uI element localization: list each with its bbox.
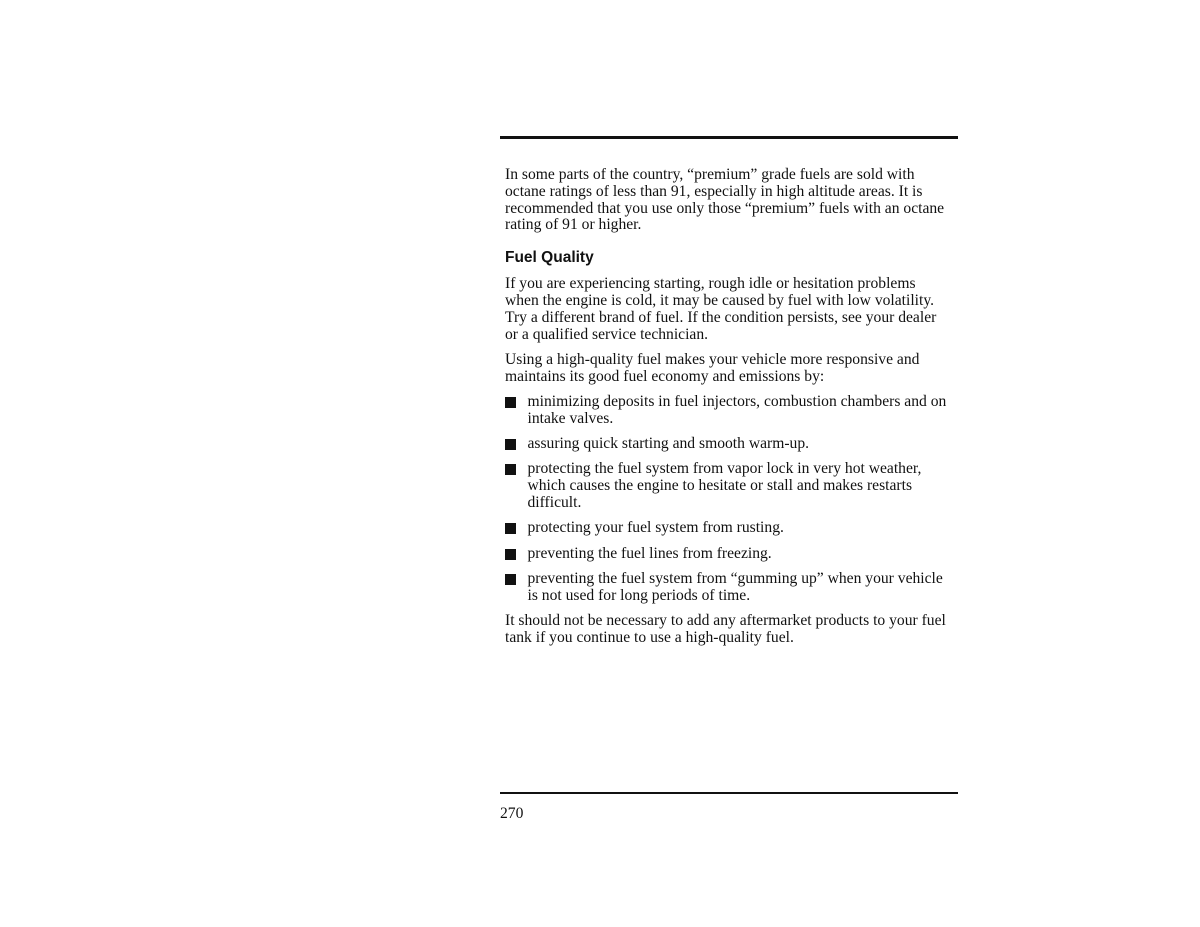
list-item: [505, 520, 953, 537]
square-bullet-icon: [505, 574, 516, 585]
fuel-quality-paragraph-2: Using a high-quality fuel makes your vehicle more responsive and maintains its good fuel economy and emissions by:: [505, 350, 920, 385]
square-bullet-icon: [505, 464, 516, 475]
list-item: [505, 461, 953, 511]
top-rule: [500, 136, 958, 139]
fuel-quality-paragraph-1: If you are experiencing starting, rough idle or hesitation problems when the engine is cold, it may be caused by fuel with low volatility. Try a different brand of fuel. If the condition persists, see your dealer or a qualified service technician.: [505, 275, 937, 343]
section-heading: Fuel Quality: [505, 249, 594, 267]
square-bullet-icon: [505, 439, 516, 450]
square-bullet-icon: [505, 397, 516, 408]
list-item-text: assuring quick starting and smooth warm-up.: [527, 435, 810, 453]
closing-paragraph: It should not be necessary to add any aftermarket products to your fuel tank if you continue to use a high-quality fuel.: [505, 611, 946, 646]
list-item: [505, 546, 953, 563]
list-item: [505, 394, 953, 428]
square-bullet-icon: [505, 549, 516, 560]
list-item-text: minimizing deposits in fuel injectors, combustion chambers and on intake valves.: [527, 392, 947, 427]
intro-paragraph: In some parts of the country, “premium” grade fuels are sold with octane ratings of less than 91, especially in high altitude areas. It is recommended that you use only those “premium” fuels with an octane rating of 91 or higher.: [505, 166, 945, 234]
list-item: [505, 571, 953, 605]
manual-page: [500, 0, 958, 927]
list-item-text: preventing the fuel system from “gumming up” when your vehicle is not used for long periods of time.: [527, 569, 943, 604]
list-item-text: preventing the fuel lines from freezing.: [527, 544, 772, 562]
page-number: 270: [500, 805, 524, 822]
list-item: [505, 436, 953, 453]
benefits-list: [505, 394, 953, 604]
page-content: [505, 167, 953, 655]
square-bullet-icon: [505, 523, 516, 534]
list-item-text: protecting your fuel system from rusting.: [527, 519, 784, 537]
list-item-text: protecting the fuel system from vapor lock in very hot weather, which causes the engine to hesitate or stall and makes restarts difficult.: [527, 460, 922, 511]
bottom-rule: [500, 792, 958, 794]
